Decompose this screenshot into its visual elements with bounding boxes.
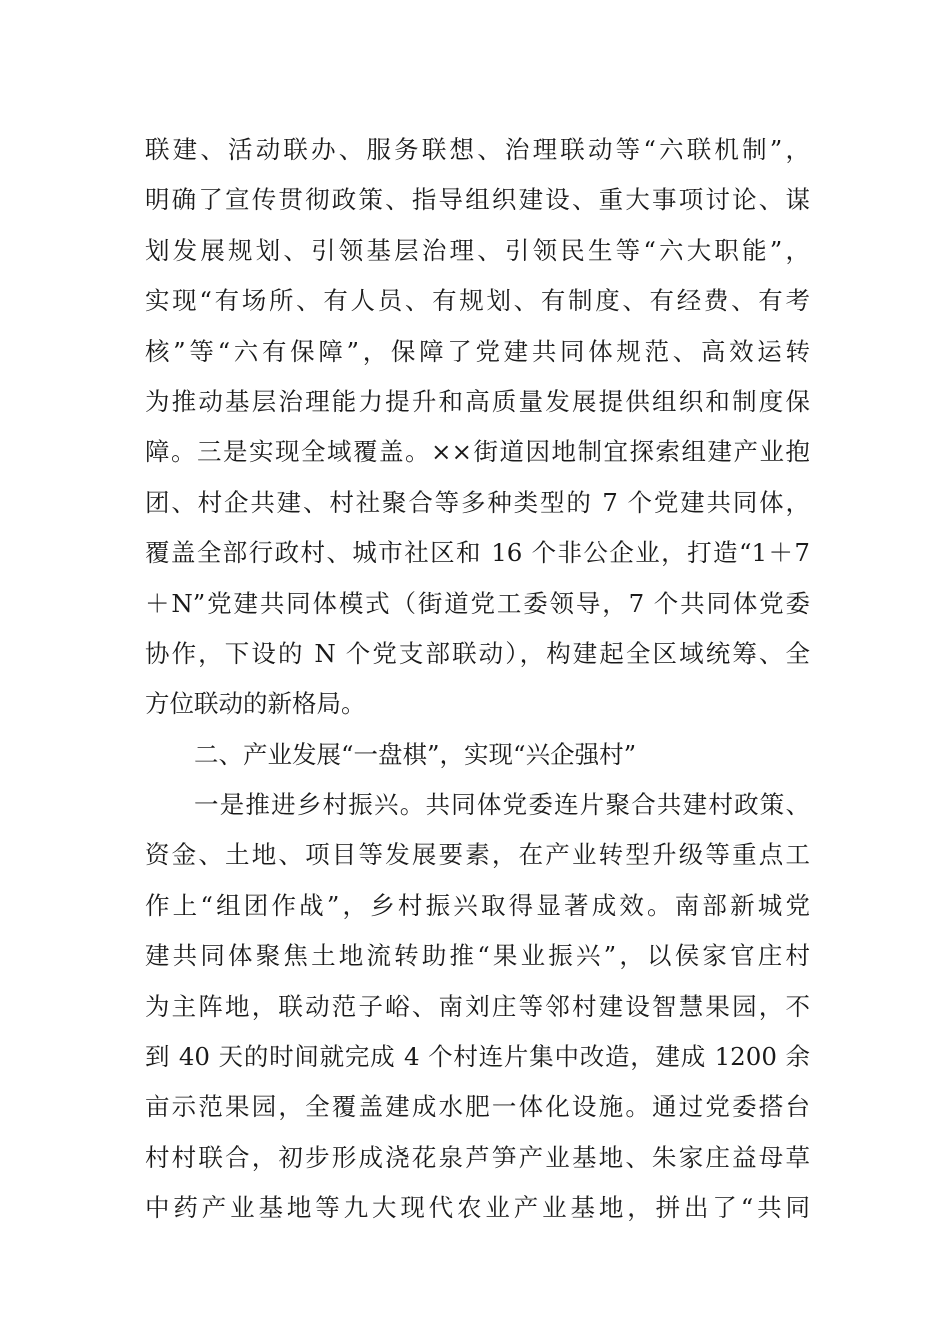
body-line: 协作，下设的 N 个党支部联动），构建起全区域统筹、全 [145, 638, 810, 668]
body-line: 作上“组团作战”，乡村振兴取得显著成效。南部新城党 [145, 890, 810, 920]
body-line: 中药产业基地等九大现代农业产业基地，拼出了“共同 [145, 1193, 810, 1223]
body-line: 覆盖全部行政村、城市社区和 16 个非公企业，打造“1＋7 [145, 538, 810, 568]
body-line: 障。三是实现全域覆盖。××街道因地制宜探索组建产业抱 [145, 437, 810, 467]
body-line: 建共同体聚焦土地流转助推“果业振兴”，以侯家官庄村 [145, 941, 810, 971]
body-line: 资金、土地、项目等发展要素，在产业转型升级等重点工 [145, 840, 810, 870]
body-line: 明确了宣传贯彻政策、指导组织建设、重大事项讨论、谋 [145, 185, 810, 215]
body-line: 村村联合，初步形成浇花泉芦笋产业基地、朱家庄益母草 [145, 1142, 810, 1172]
body-line: 为主阵地，联动范子峪、南刘庄等邻村建设智慧果园，不 [145, 991, 810, 1021]
paragraph-first-line: 一是推进乡村振兴。共同体党委连片聚合共建村政策、 [194, 790, 810, 820]
body-line: 联建、活动联办、服务联想、治理联动等“六联机制”， [145, 135, 810, 164]
body-line: 核”等“六有保障”，保障了党建共同体规范、高效运转 [145, 336, 810, 366]
body-line: ＋N”党建共同体模式（街道党工委领导，7 个共同体党委 [145, 588, 810, 618]
body-line: 到 40 天的时间就完成 4 个村连片集中改造，建成 1200 余 [145, 1042, 810, 1072]
document-body [145, 125, 810, 1234]
body-line: 团、村企共建、村社聚合等多种类型的 7 个党建共同体， [145, 487, 810, 517]
body-line: 亩示范果园，全覆盖建成水肥一体化设施。通过党委搭台 [145, 1092, 810, 1122]
body-line-last: 方位联动的新格局。 [145, 689, 366, 719]
body-line: 实现“有场所、有人员、有规划、有制度、有经费、有考 [145, 286, 810, 316]
section-heading: 二、产业发展“一盘棋”，实现“兴企强村” [194, 739, 637, 769]
body-line: 为推动基层治理能力提升和高质量发展提供组织和制度保 [145, 386, 810, 416]
body-line: 划发展规划、引领基层治理、引领民生等“六大职能”， [145, 235, 810, 265]
